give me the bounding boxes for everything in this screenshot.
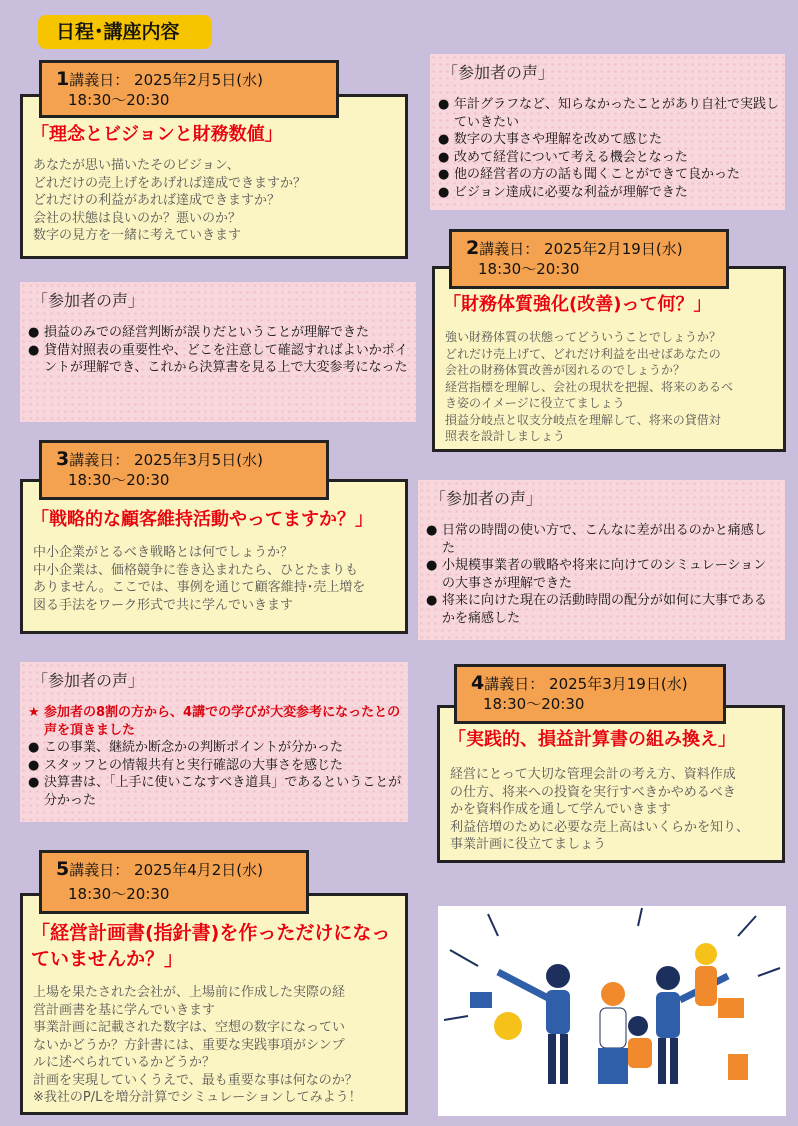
voice-item: ● この事業、継続か断念かの判断ポイントが分かった (28, 740, 344, 755)
lecture-header-4 (454, 664, 726, 724)
lecture-description: あなたが思い描いたそのビジョン、 どれだけの売上げをあげれば達成できますか？ どれだけの利益があれば達成できますか？ 会社の状態は良いのか？悪いのか？ 数字の見方を一緒に考えていきます (33, 158, 307, 243)
lecture-label: 講義日： (69, 71, 130, 89)
lecture-time: 18:30～20:30 (478, 260, 580, 278)
voice-list (426, 522, 779, 627)
lecture-title: 「財務体質強化(改善)って何？」 (443, 294, 712, 315)
voice-item: ● 他の経営者の方の話も聞くことができて良かった (438, 167, 741, 182)
voice-highlight: ★ 参加者の8割の方から、4講での学びが大変参考になったとの声を頂きました (28, 705, 401, 738)
lecture-description: 上場を果たされた会社が、上場前に作成した実際の経 営計画書を基に学んでいきます 事業計画に記載された数字は、空想の数字になってい ないかどうか？方針書には、重要な実践事項がシンプ ルに述べられているかどうか？ 計画を実現していくうえで、最も重要な事は何なのか？ ※我社のP/Lを増分計算でシミュレーションしてみよう！ (33, 985, 362, 1105)
voice-item: ● 貸借対照表の重要性や、どこを注意して確認すればよいかポイントが理解でき、これから決算書を見る上で大変参考になった (28, 342, 408, 375)
lecture-date: 2025年4月2日(水) (134, 861, 263, 879)
voice-item: ● 年計グラフなど、知らなかったことがあり自社で実践していきたい (438, 97, 780, 130)
voice-item: ● ビジョン達成に必要な利益が理解できた (438, 184, 688, 200)
lecture-card-5 (20, 858, 408, 1115)
lecture-header-2 (449, 229, 729, 289)
lecture-header-5 (39, 850, 309, 914)
lecture-description: 中小企業がとるべき戦略とは何でしょうか？ 中小企業は、価格競争に巻き込まれたら、ひとたまりも ありません。ここでは、事例を通じて顧客維持･売上増を 図る手法をワーク形式で共に学んでいきます (33, 545, 366, 613)
lecture-title: 「経営計画書(指針書)を作っただけになっていませんか？」 (31, 922, 391, 970)
voice-item: ● 小規模事業者の戦略や将来に向けてのシミュレーションの大事さが理解できた (426, 558, 767, 591)
lecture-number: 2 (466, 237, 480, 259)
lecture-card-2 (432, 237, 786, 452)
voice-list (438, 96, 779, 201)
lecture-date: 2025年3月5日(水) (134, 451, 263, 469)
voice-item: ● 決算書は、「上手に使いこなすべき道具」であるということが分かった (28, 775, 402, 808)
lecture-header-1 (39, 60, 339, 118)
schedule-title: 日程･講座内容 (38, 15, 212, 49)
lecture-date: 2025年2月19日(水) (544, 240, 683, 258)
lecture-number: 3 (56, 448, 70, 470)
lecture-description: 経営にとって大切な管理会計の考え方、資料作成 の仕方、将来への投資を実行すべきかやめるべき かを資料作成を通して学んでいきます 利益倍増のために必要な売上高はいくらかを知り、 事業計画に役立てましょう (450, 767, 750, 852)
lecture-number: 5 (56, 858, 70, 880)
lecture-header-3 (39, 440, 329, 500)
lecture-card-1 (20, 68, 408, 259)
lecture-number: 1 (56, 68, 70, 90)
lecture-card-4 (437, 672, 785, 863)
voice-title: 「参加者の声」 (32, 291, 145, 310)
lecture-label: 講義日： (484, 675, 545, 693)
voice-item: ● 将来に向けた現在の活動時間の配分が如何に大事であるかを痛感した (426, 593, 768, 626)
voice-title: 「参加者の声」 (442, 63, 555, 82)
lecture-label: 講義日： (69, 861, 130, 879)
lecture-time: 18:30～20:30 (68, 885, 170, 903)
lecture-time: 18:30～20:30 (68, 91, 170, 109)
lecture-description: 強い財務体質の状態ってどういうことでしょうか？ どれだけ売上げて、どれだけ利益を出せばあなたの 会社の財務体質改善が図れるのでしょうか？ 経営指標を理解し、会社の現状を把握、将来のあるべ き姿のイメージに役立てましょう 損益分岐点と収支分岐点を理解して、将来の貸借対 照表を設計しましょう (445, 330, 734, 443)
voice-title: 「参加者の声」 (430, 489, 543, 508)
lecture-label: 講義日： (479, 240, 540, 258)
voice-list (28, 324, 410, 377)
participant-voice-1 (430, 54, 785, 210)
illustration-svg (438, 906, 786, 1116)
book-icon (718, 998, 744, 1018)
person-figures (498, 943, 728, 1084)
voice-item: ● スタッフとの情報共有と実行確認の大事さを感じた (28, 757, 344, 773)
participant-voice-4 (20, 662, 408, 822)
coin-icon (494, 1012, 522, 1040)
team-celebration-illustration (438, 906, 786, 1116)
lecture-date: 2025年2月5日(水) (134, 71, 263, 89)
lecture-time: 18:30～20:30 (483, 695, 585, 713)
voice-item: ● 改めて経営について考える機会となった (438, 149, 688, 165)
lecture-number: 4 (471, 672, 485, 694)
lecture-title: 「実践的、損益計算書の組み換え」 (448, 729, 736, 750)
lecture-date: 2025年3月19日(水) (549, 675, 688, 693)
voice-item: ● 数字の大事さや理解を改めて感じた (438, 132, 663, 147)
lecture-card-3 (20, 448, 408, 634)
lecture-title: 「戦略的な顧客維持活動やってますか？」 (31, 509, 373, 530)
lecture-title: 「理念とビジョンと財務数値」 (31, 124, 283, 145)
voice-title: 「参加者の声」 (32, 671, 145, 690)
lecture-label: 講義日： (69, 451, 130, 469)
voice-list (28, 704, 402, 809)
lecture-time: 18:30～20:30 (68, 471, 170, 489)
book-icon (470, 992, 492, 1008)
voice-item: ● 損益のみでの経営判断が誤りだということが理解できた (28, 325, 370, 340)
participant-voice-3 (418, 480, 785, 640)
voice-item: ● 日常の時間の使い方で、こんなに差が出るのかと痛感した (426, 523, 767, 556)
book-icon (728, 1054, 748, 1080)
participant-voice-2 (20, 282, 416, 422)
